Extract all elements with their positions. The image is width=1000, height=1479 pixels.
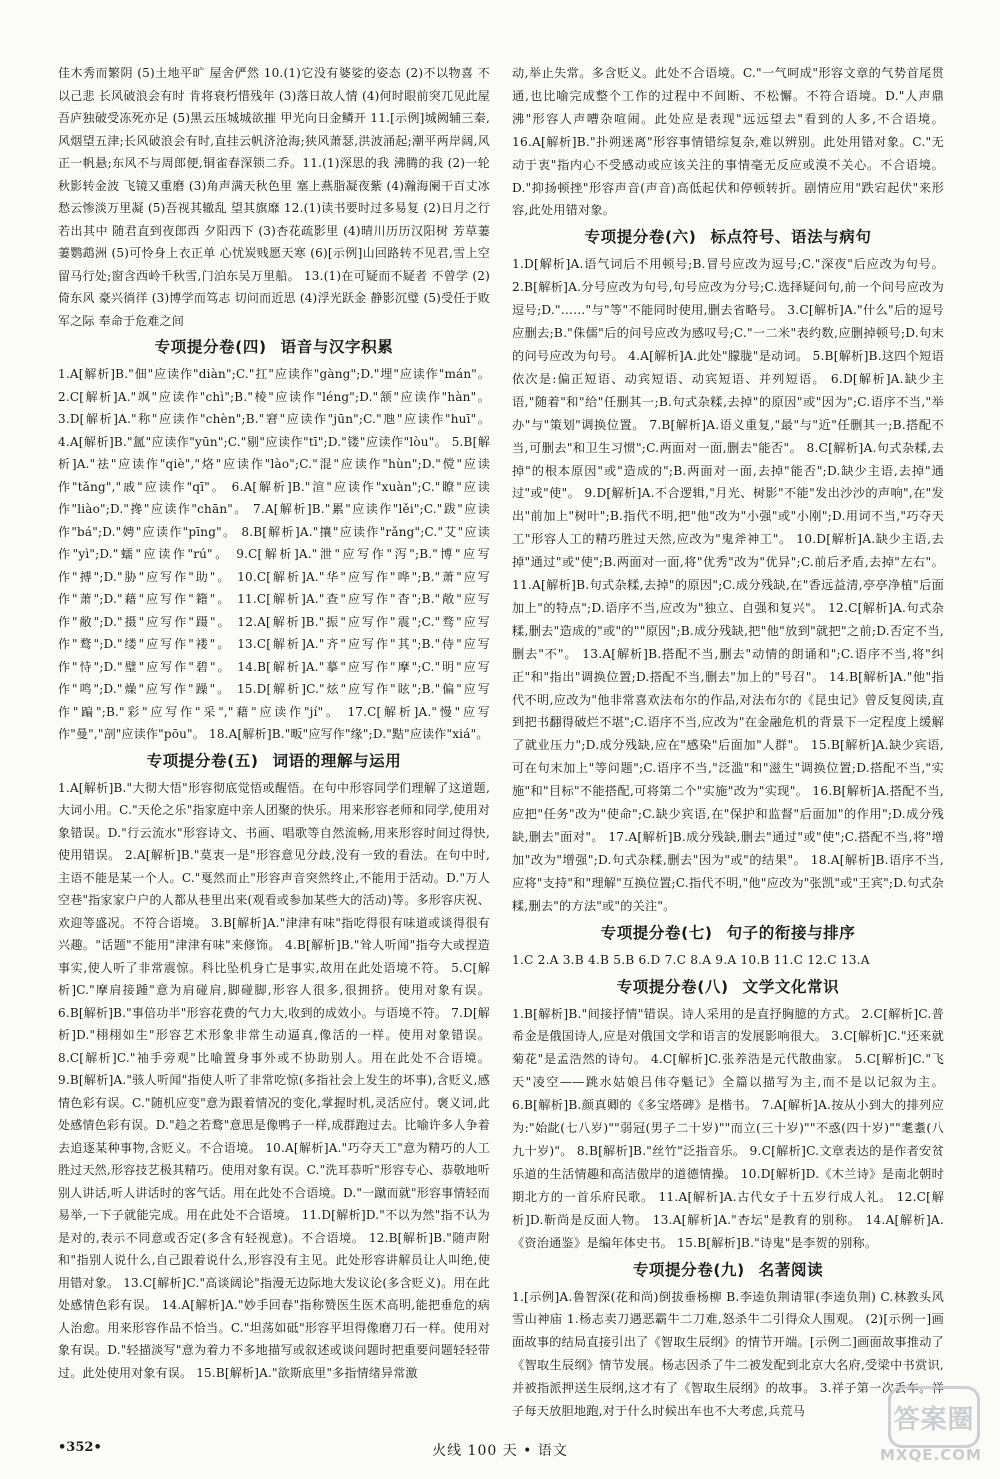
watermark-url: MXQE.COM (880, 1446, 982, 1464)
section-heading (512, 1256, 944, 1285)
answer-paragraph: 1.D[解析]A.语气词后不用顿号;B.冒号应改为逗号;C."深夜"后应改为句号。 2.B[解析]A.分号应改为句号,句号应改为分号;C.选择疑问句,前一个问号应改为逗号;D."……"与"等"不能同时使用,删去省略号。 3.C[解析]A."什么"后的逗号应删去;B."侏儒"后的问号应改为感叹号;C."一二米"表约数,应删掉顿号;D.句末的问号应改为句号。 4.A[解析]A.此处"朦胧"是动词。 5.B[解析]B.这四个短语依次是:偏正短语、动宾短语、动宾短语、并列短语。 6.D[解析]A.缺少主语,"随着"和"给"任删其一;B.句式杂糅,去掉"的原因"或"因为";C.语序不当,"举办"与"策划"调换位置。 7.B[解析]A.语义重复,"最"与"近"任删其一;B.搭配不当,可删去"和卫生习惯";C.两面对一面,删去"能否"。 8.C[解析]A.句式杂糅,去掉"的根本原因"或"造成的";B.两面对一面,去掉"能否";D.缺少主语,去掉"通过"或"使"。 9.D[解析]A.不合逻辑,"月光、树影"不能"发出沙沙的声响",在"发出"前加上"树叶";B.指代不明,把"他"改为"小强"或"小刚";D.用词不当,"巧夺天工"形容人工的精巧胜过天然,应改为"鬼斧神工"。 10.D[解析]A.缺少主语,去掉"通过"或"使";B.两面对一面,将"优秀"改为"优异";C.前后矛盾,去掉"左右"。 11.A[解析]B.句式杂糅,去掉"的原因";C.成分残缺,在"香远益清,亭亭净植"后面加上"的特点";D.语序不当,应改为"独立、自强和复兴"。 12.C[解析]A.句式杂糅,删去"造成的"或"的""原因";B.成分残缺,把"他"放到"就把"之前;D.否定不当,删去"不"。 13.A[解析]B.搭配不当,删去"动情的朗诵和";C.语序不当,将"纠正"和"指出"调换位置;D.搭配不当,删去"加上的"号召"。 14.B[解析]A."他"指代不明,应改为"他非常喜欢法布尔的作品,对法布尔的《昆虫记》曾反复阅读,直到把书翻得破烂不堪";C.语序不当,应改为"在金融危机的背景下一定程度上缓解了就业压力";D.成分残缺,应在"感染"后面加"人群"。 15.B[解析]A.缺少宾语,可在句末加上"等问题";C.语序不当,"泛滥"和"滋生"调换位置;D.搭配不当,"实施"和"目标"不能搭配,可将第二个"实施"改为"实现"。 16.B[解析]A.搭配不当,应把"任务"改为"使命";C.缺少宾语,在"保护和监督"后面加"的作用";D.成分残缺,删去"面对"。 17.A[解析]B.成分残缺,删去"通过"或"使";C.搭配不当,将"增加"改为"增强";D.句式杂糅,删去"因为"或"的结果"。 18.A[解析]B.语序不当,应将"支持"和"理解"互换位置;C.指代不明,"他"应改为"张凯"或"王宾";D.句式杂糅,删去"的方法"或"的关注"。 (512, 257, 944, 913)
section-topic: 标点符号、语法与病句 (710, 228, 872, 247)
section-label: 专项提分卷(六) (584, 228, 697, 247)
section-topic: 句子的衔接与排序 (726, 923, 856, 942)
answer-paragraph: 动,举止失常。多含贬义。此处不合语境。C."一气呵成"形容文章的气势首尾贯通,也比喻完成整个工作的过程中不间断、不松懈。不符合语境。D."人声鼎沸"形容人声嘈杂喧闹。此处应是表现"远远望去"看到的人多,不合语境。 16.A[解析]B."扑朔迷离"形容事情错综复杂,难以辨别。此处用错对象。C."无动于衷"指内心不受感动或应该关注的事情毫无反应或漠不关心。不合语境。D."抑扬顿挫"形容声音(声音)高低起伏和停顿转折。剧情应用"跌宕起伏"来形容,此处用错对象。 (512, 66, 944, 218)
right-column (512, 62, 944, 1423)
section-heading (512, 223, 944, 252)
answer-paragraph: 1.A[解析]B."大彻大悟"形容彻底觉悟或醒悟。在句中形容同学们理解了这道题,大词小用。C."天伦之乐"指家庭中亲人团聚的快乐。用来形容老师和同学,使用对象错误。D."行云流水"形容诗文、书画、唱歌等自然流畅,用来形容时间过得快,使用错误。 2.A[解析]B."莫衷一是"形容意见分歧,没有一致的看法。在句中时,主语不能是某一个人。C."戛然而止"形容声音突然终止,不能用于活动。D."万人空巷"指家家户户的人都从巷里出来(观看或参加某些大的活动)等。多形容庆祝、欢迎等盛况。不符合语境。 3.B[解析]A."津津有味"指吃得很有味道或谈得很有兴趣。"话题"不能用"津津有味"来修饰。 4.B[解析]B."耸人听闻"指夸大或捏造事实,使人听了非常震惊。科比坠机身亡是事实,故用在此处语境不符。 5.C[解析]C."摩肩接踵"意为肩碰肩,脚碰脚,形容人很多,很拥挤。使用对象有误。 6.B[解析]B."事倍功半"形容花费的气力大,收到的成效小。与语境不符。 7.D[解析]D."栩栩如生"形容艺术形象非常生动逼真,像活的一样。使用对象错误。 8.C[解析]C."袖手旁观"比喻置身事外或不协助别人。用在此处不合语境。 9.B[解析]A."骇人听闻"指使人听了非常吃惊(多指社会上发生的坏事),含贬义,感情色彩有误。C."随机应变"意为跟着情况的变化,掌握时机,灵活应付。褒义词,此处感情色彩有误。D."趋之若鹜"意思是像鸭子一样,成群跑过去。比喻许多人争着去追逐某种事物,含贬义。不合语境。 10.A[解析]A."巧夺天工"意为精巧的人工胜过天然,形容技艺极其精巧。使用对象有误。C."洗耳恭听"形容专心、恭敬地听别人讲话,听人讲话时的客气话。用在此处不合语境。D."一蹴而就"形容事情轻而易举,一下子就能完成。用在此处不合语境。 11.D[解析]D."不以为然"指不认为是对的,表示不同意或否定(多含有轻视意)。不合语境。 12.B[解析]B."随声附和"指别人说什么,自己跟着说什么,形容没有主见。此处形容讲解员让人叫绝,使用错对象。 13.C[解析]C."高谈阔论"指漫无边际地大发议论(多含贬义)。用在此处感情色彩有误。 14.A[解析]A."妙手回春"指称赞医生医术高明,能把垂危的病人治愈。用来形容作品不恰当。C."坦荡如砥"形容平坦得像磨刀石一样。使用对象有误。D."轻描淡写"意为着力不多地描写或叙述或谈问题时把重要问题轻轻带过。此处使用对象有误。 15.B[解析]A."欲斯底里"多指情绪异常激 (58, 780, 490, 1380)
section-topic: 名著阅读 (758, 1260, 824, 1279)
answer-paragraph: 1.B[解析]B."间接抒情"错误。诗人采用的是直抒胸臆的方式。 2.C[解析]C.普希金是俄国诗人,应是对俄国文学和语言的发展影响很大。 3.C[解析]C."还来就菊花"是孟浩然的诗句。 4.C[解析]C.张养浩是元代散曲家。 5.C[解析]C."飞天"凌空——跳水姑娘吕伟夺魁记》全篇以描写为主,而不是以记叙为主。 6.B[解析]B.颜真卿的《多宝塔碑》是楷书。 7.A[解析]A.按从小到大的排列应为:"始龀(七八岁)""弱冠(男子二十岁)""而立(三十岁)""不惑(四十岁)""耄耋(八九十岁)"。 8.B[解析]B."丝竹"泛指音乐。 9.C[解析]C.文章表达的是作者安贫乐道的生活情趣和高洁傲岸的道德情操。 10.D[解析]D.《木兰诗》是南北朝时期北方的一首乐府民歌。 11.A[解析]A.古代女子十五岁行成人礼。 12.C[解析]D.靳尚是反面人物。 13.A[解析]A."杏坛"是教育的别称。 14.A[解析]A.《资治通鉴》是编年体史书。 15.B[解析]B."诗鬼"是李贺的别称。 (512, 1006, 944, 1250)
page-number: •352• (58, 1440, 102, 1455)
answer-paragraph: 1.A[解析]B."佃"应读作"diàn";C."扛"应读作"gàng";D."埋"应读作"mán"。 2.C[解析]A."飒"应读作"chì";B."棱"应读作"léng";D."颔"应读作"hàn"。 3.D[解析]A."称"应读作"chèn";B."窘"应读作"jūn";C."虺"应读作"huī"。 4.A[解析]B."氲"应读作"yūn";C."剔"应读作"tī";D."镂"应读作"lòu"。 5.B[解析]A."祛"应读作"qiè","烙"应读作"lào";C."混"应读作"hùn";D."傥"应读作"tǎng","戚"应读作"qī"。 6.A[解析]B."渲"应读作"xuàn";C."瞭"应读作"liào";D."搀"应读作"chān"。 7.A[解析]B."累"应读作"lěi";C."跋"应读作"bá";D."娉"应读作"pīng"。 8.B[解析]A."攘"应读作"rǎng";C."艾"应读作"yì";D."蠕"应读作"rú"。 9.C[解析]A."泄"应写作"泻";B."博"应写作"搏";D."胁"应写作"助"。 10.C[解析]A."华"应写作"哗";B."萧"应写作"萧";D."藉"应写作"籍"。 11.C[解析]A."查"应写作"杳";B."敞"应写作"敝";D."摄"应写作"蹑"。 12.A[解析]B."振"应写作"震";C."骛"应写作"鹜";D."缕"应写作"褛"。 13.C[解析]A."齐"应写作"其";B."侍"应写作"恃";D."璧"应写作"碧"。 14.B[解析]A."摹"应写作"摩";C."明"应写作"鸣";D."燥"应写作"躁"。 15.D[解析]C."炫"应写作"眩";B."偏"应写作"蹁";B."彩"应写作"采","藉"应读作"jí"。 17.C[解析]A."慢"应写作"曼","剖"应读作"pōu"。 18.A[解析]B."畈"应写作"缘";D."黠"应读作"xiá"。 (58, 367, 490, 741)
watermark-logo (880, 1386, 980, 1470)
section-heading (58, 747, 490, 776)
answer-list: 1.C 2.A 3.B 4.B 5.B 6.D 7.C 8.A 9.A 10.B 11.C 12.C 13.A (512, 952, 870, 967)
page-footer (0, 1440, 1000, 1464)
section-label: 专项提分卷(八) (616, 977, 729, 996)
left-column (58, 62, 490, 1384)
book-title: 火线 100 天 • 语文 (432, 1443, 568, 1459)
section-heading (512, 973, 944, 1002)
answer-paragraph: 1.[示例]A.鲁智深(花和尚)倒拔垂杨柳 B.李逵负荆请罪(李逵负荆) C.林教头风雪山神庙 1.杨志卖刀遇恶霸牛二刀难,怒杀牛二引得众人围观。 (2)[示例一]画面故事的结局直接引出了《智取生辰纲》的情节开端。[示例二]画面故事推动了《智取生辰纲》情节发展。杨志因杀了牛二被发配到北京大名府,受梁中书赏识,并被指派押送生辰纲,这才有了《智取生辰纲》的故事。 3.祥子第一次丢车。祥子每天放胆地跑,对于什么时候出车也不大考虑,兵荒马 (512, 1289, 944, 1419)
section-heading (58, 333, 490, 362)
section-heading (512, 919, 944, 948)
section-label: 专项提分卷(五) (146, 751, 259, 770)
answer-paragraph: 佳木秀而繁阴 (5)土地平旷 屋舍俨然 10.(1)它没有婆娑的姿态 (2)不以物喜 不以己悲 长风破浪会有时 肯将衰朽惜残年 (3)落日故人情 (4)何时眼前突兀见此屋 吾庐独破受冻死亦足 (5)黑云压城城欲摧 甲光向日金鳞开 11.[示例]城阙辅三秦,风烟望五津;长风破浪会有时,直挂云帆济沧海;狭风萧瑟,洪波涌起;潮平两岸阔,风正一帆悬;东风不与周郎便,铜雀春深锁二乔。11.(1)深思的我 沸腾的我 (2)一轮秋影转金波 飞镜又重磨 (3)角声满天秋色里 塞上燕脂凝夜紫 (4)瀚海阑干百丈冰 愁云惨淡万里凝 (5)吾视其辙乱 望其旗靡 12.(1)读书要时过多易复 (2)日月之行 若出其中 随君直到夜郎西 夕阳西下 (3)杏花疏影里 (4)晴川历历汉阳树 芳草萋萋鹦鹉洲 (5)可怜身上衣正单 心忧炭贱愿天寒 (6)[示例]山回路转不见君,雪上空留马行处;窗含西岭千秋雪,门泊东吴万里船。 13.(1)在可疑而不疑者 不曾学 (2)倚东风 豪兴徜徉 (3)博学而笃志 切问而近思 (4)浮光跃金 静影沉璧 (5)受任于败军之际 奉命于危难之间 (58, 66, 490, 328)
section-label: 专项提分卷(九) (632, 1260, 745, 1279)
section-topic: 文学文化常识 (742, 977, 840, 996)
section-topic: 词语的理解与运用 (272, 751, 402, 770)
section-topic: 语音与汉字积累 (280, 338, 394, 356)
watermark-stamp (888, 1386, 980, 1448)
watermark-stamp-text: 答案圈 (893, 1404, 975, 1435)
section-label: 专项提分卷(七) (600, 923, 713, 942)
section-label: 专项提分卷(四) (154, 338, 267, 356)
